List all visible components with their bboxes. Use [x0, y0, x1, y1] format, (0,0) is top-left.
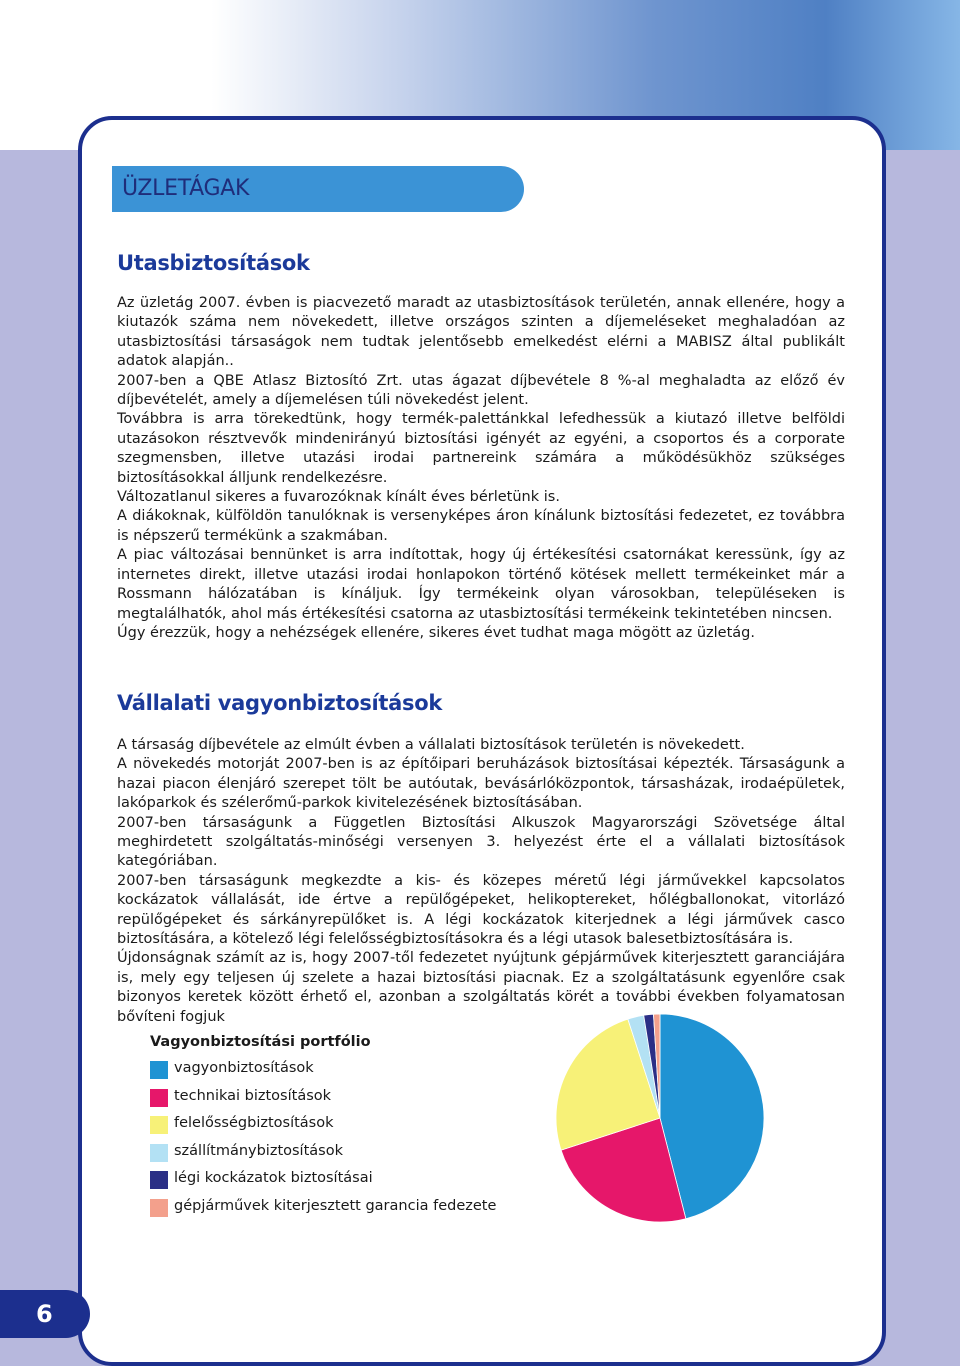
- section1-paragraph: Úgy érezzük, hogy a nehézségek ellenére, sikeres évet tudhat maga mögött az üzletág.: [117, 624, 755, 641]
- section1-paragraph: 2007-ben a QBE Atlasz Biztosító Zrt. utas ágazat díjbevétele 8 %-al meghaladta az előző év díjbevételét, amely a díjemelésen túli növekedést jelent.: [117, 372, 845, 409]
- heading-vallalati-vagyonbiztositasok: Vállalati vagyonbiztosítások: [117, 691, 443, 715]
- section1-paragraph: A diákoknak, külföldön tanulóknak is versenyképes áron kínálunk biztosítási fedezetet, ez továbbra is népszerű termékünk a szakmában.: [117, 508, 845, 544]
- section1-paragraph: A piac változásai bennünket is arra indítottak, hogy új értékesítési csatornákat keressünk, így az internetes direkt, illetve utazási irodai honlapokon történő kötések mellett termékeinket már a Rossmann hálózatában is kínáljuk. Így termékeink olyan városokban, településeken is megtalálhatók, ahol más értékesítési csatorna az utasbiztosítási termékeink tekintetében nincsen.: [117, 547, 845, 622]
- legend-label: szállítmánybiztosítások: [174, 1142, 343, 1159]
- section-title-banner: [112, 166, 524, 212]
- page-number-tab: [0, 1290, 90, 1338]
- legend-label: gépjárművek kiterjesztett garancia fedezete: [174, 1197, 497, 1214]
- legend-label: légi kockázatok biztosításai: [174, 1170, 373, 1186]
- section1-body: [117, 294, 845, 643]
- legend-swatch: [150, 1116, 168, 1134]
- section2-paragraph: A növekedés motorját 2007-ben is az építőipari beruházások biztosításai képezték. Társaságunk a hazai piacon élenjáró szerepet tölt be autóutak, bevásárlóközpontok, társasházak, irodaépületek, lakóparkok és szélerőmű-parkok kivitelezésének biztosításában.: [117, 756, 845, 812]
- chart-title: Vagyonbiztosítási portfólio: [150, 1034, 371, 1050]
- legend-swatch: [150, 1089, 168, 1107]
- legend-label: vagyonbiztosítások: [174, 1060, 314, 1076]
- section2-body: [117, 736, 845, 1027]
- legend-swatch: [150, 1199, 168, 1217]
- section2-paragraph: 2007-ben társaságunk megkezdte a kis- és közepes méretű légi járművekkel kapcsolatos kockázatok vállalását, ide értve a repülőgépeket, helikoptereket, hőlégballonokat, vitorlázó repülőgépeket és sárkányrepülőket is. A légi kockázatok kiterjednek a légi járművek casco biztosítására, a kötelező légi felelősségbiztosításokra és a légi utasok balesetbiztosítására is.: [117, 872, 845, 948]
- legend-swatch: [150, 1144, 168, 1162]
- section-title: ÜZLETÁGAK: [122, 176, 250, 201]
- section1-paragraph: Változatlanul sikeres a fuvarozóknak kínált éves bérletünk is.: [117, 489, 560, 506]
- section2-paragraph: A társaság díjbevétele az elmúlt évben a vállalati biztosítások területén is növekedett.: [117, 737, 745, 753]
- legend-swatch: [150, 1061, 168, 1079]
- legend-swatch: [150, 1171, 168, 1189]
- section1-paragraph: Az üzletág 2007. évben is piacvezető maradt az utasbiztosítások területén, annak ellenére, hogy a kiutazók száma nem növekedett, illetve országos szinten a díjemeléseket meghaladóan az utasbiztosítási társaságok nem tudtak jelentősebb emelkedést elérni a MABISZ által publikált adatok alapján..: [117, 295, 845, 370]
- portfolio-pie-chart: [554, 1012, 766, 1224]
- heading-utasbiztositasok: Utasbiztosítások: [117, 251, 310, 275]
- section2-paragraph: Újdonságnak számít az is, hogy 2007-től fedezetet nyújtunk gépjárművek kiterjesztett garanciájára is, mely egy teljesen új szelete a hazai biztosítási piacnak. Ez a szolgáltatásunk egyenlőre csak bizonyos keretek között érhető el, azonban a szolgáltatás körét a további években folyamatosan bővíteni fogjuk: [117, 950, 845, 1025]
- section1-paragraph: Továbbra is arra törekedtünk, hogy termék-palettánkkal lefedhessük a kiutazó illetve belföldi utazásokon résztvevők mindenirányú biztosítási igényét az egyéni, a csoportos és a corporate szegmensben, illetve utazási irodai partnereink számára a működésükhöz szükséges biztosításokkal álljunk rendelkezésre.: [117, 411, 845, 486]
- section2-paragraph: 2007-ben társaságunk a Független Biztosítási Alkuszok Magyarországi Szövetsége által meghirdetett szolgáltatás-minőségi versenyen 3. helyezést érte el a vállalati biztosítások kategóriában.: [117, 814, 845, 870]
- legend-label: felelősségbiztosítások: [174, 1115, 334, 1131]
- legend-label: technikai biztosítások: [174, 1087, 332, 1104]
- page-number: 6: [36, 1300, 53, 1328]
